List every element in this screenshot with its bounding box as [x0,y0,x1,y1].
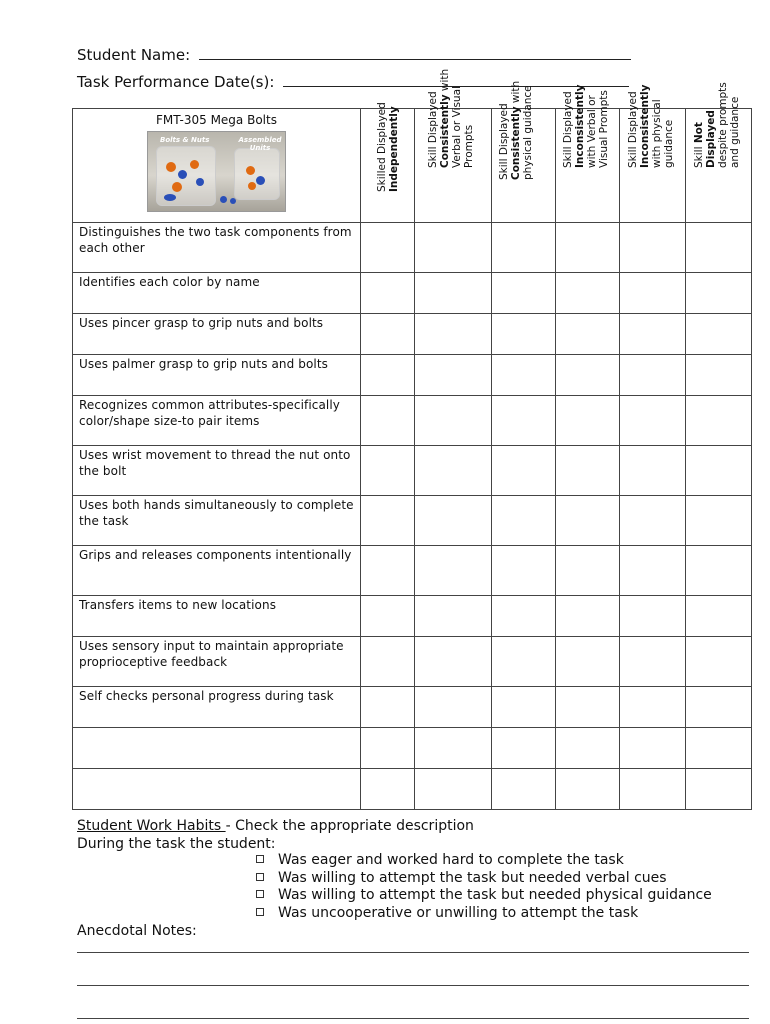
rating-cell[interactable] [361,273,415,314]
rating-cell[interactable] [492,596,556,637]
work-habits-section [77,817,474,853]
checkbox[interactable] [256,890,264,898]
rating-cell[interactable] [415,769,492,810]
habit-option [256,905,712,923]
table-row [73,546,752,596]
rating-cell[interactable] [620,496,686,546]
photo-label-right: Assembled Units [238,136,282,152]
rating-cell[interactable] [556,769,620,810]
column-header-suffix: with Verbal or Visual Prompts [585,90,610,168]
rating-cell[interactable] [361,546,415,596]
col-consistently-verbal [415,68,492,223]
rating-cell[interactable] [361,314,415,355]
criterion-label: Uses pincer grasp to grip nuts and bolts [73,314,361,355]
habit-option [256,870,712,888]
rating-cell[interactable] [415,687,492,728]
rating-cell[interactable] [556,496,620,546]
rating-cell[interactable] [556,596,620,637]
rating-cell[interactable] [686,355,752,396]
work-habits-options [256,852,712,922]
column-header-emphasis: Consistently [509,106,522,180]
rating-cell[interactable] [415,596,492,637]
col-independently [361,102,415,223]
rating-cell[interactable] [361,396,415,446]
rating-cell[interactable] [620,637,686,687]
table-row [73,273,752,314]
rating-cell[interactable] [415,637,492,687]
habit-option-label: Was uncooperative or unwilling to attempt the task [278,904,639,921]
rating-cell[interactable] [620,769,686,810]
rating-cell[interactable] [361,728,415,769]
rating-cell[interactable] [620,273,686,314]
table-row [73,728,752,769]
rating-cell[interactable] [556,637,620,687]
task-title: FMT-305 Mega Bolts [156,113,277,127]
rating-cell[interactable] [620,314,686,355]
column-header-prefix: Skilled Displayed [375,102,388,192]
rating-cell[interactable] [620,355,686,396]
dates-label: Task Performance Date(s): [77,73,275,91]
habit-option [256,852,712,870]
rating-cell[interactable] [492,314,556,355]
checkbox[interactable] [256,873,264,881]
rating-cell[interactable] [686,314,752,355]
rating-cell[interactable] [556,223,620,273]
rating-cell[interactable] [492,496,556,546]
criterion-label: Self checks personal progress during task [73,687,361,728]
rating-cell[interactable] [620,446,686,496]
rating-cell[interactable] [686,596,752,637]
task-title-cell [73,109,361,223]
rating-cell[interactable] [415,355,492,396]
column-header-prefix: Skill Displayed [497,103,510,180]
rating-cell[interactable] [620,596,686,637]
rating-cell[interactable] [492,355,556,396]
column-header-suffix: with physical guidance [650,99,675,168]
criterion-label: Uses wrist movement to thread the nut onto the bolt [73,446,361,496]
criterion-label: Uses both hands simultaneously to complete the task [73,496,361,546]
rating-cell[interactable] [415,446,492,496]
criterion-label [73,769,361,810]
checkbox[interactable] [256,908,264,916]
rating-cell[interactable] [686,637,752,687]
rating-cell[interactable] [556,273,620,314]
rating-cell[interactable] [620,728,686,769]
rating-cell[interactable] [556,396,620,446]
rating-cell[interactable] [686,446,752,496]
rating-cell[interactable] [415,728,492,769]
work-habits-title: Student Work Habits [77,818,226,834]
rating-cell[interactable] [361,355,415,396]
student-name-field[interactable] [199,45,631,60]
rating-cell[interactable] [686,496,752,546]
rating-cell[interactable] [556,546,620,596]
rating-cell[interactable] [492,637,556,687]
rating-cell[interactable] [492,728,556,769]
criterion-label: Grips and releases components intentionally [73,546,361,596]
notes-line[interactable] [77,952,749,953]
rating-cell[interactable] [492,446,556,496]
rating-cell[interactable] [620,687,686,728]
table-row [73,637,752,687]
rating-cell[interactable] [415,396,492,446]
rating-cell[interactable] [492,273,556,314]
rating-cell[interactable] [361,687,415,728]
column-header-emphasis: Independently [387,106,400,192]
rating-cell[interactable] [620,546,686,596]
habit-option-label: Was willing to attempt the task but needed physical guidance [278,887,712,904]
photo-label-left: Bolts & Nuts [160,136,210,144]
rating-cell[interactable] [556,314,620,355]
table-row [73,687,752,728]
notes-label: Anecdotal Notes: [77,923,197,939]
column-header-suffix: with physical guidance [509,80,534,180]
col-inconsistently-verbal [556,84,620,223]
column-header-emphasis: Consistently [439,94,451,168]
col-inconsistently-physical [620,84,686,223]
rating-cell[interactable] [492,546,556,596]
column-header-suffix: with Verbal or Visual Prompts [439,68,475,168]
criterion-label: Distinguishes the two task components from each other [73,223,361,273]
work-habits-instruction: - Check the appropriate description [225,818,474,834]
table-row [73,396,752,446]
col-consistently-physical [492,80,556,223]
column-header-prefix: Skill Displayed [427,91,439,168]
rating-cell[interactable] [415,314,492,355]
rating-cell[interactable] [361,596,415,637]
table-row [73,596,752,637]
table-row [73,223,752,273]
student-name-label: Student Name: [77,46,191,64]
rating-cell[interactable] [686,769,752,810]
rating-cell[interactable] [415,273,492,314]
notes-line[interactable] [77,985,749,986]
rating-cell[interactable] [686,223,752,273]
criterion-label: Recognizes common attributes-specifically color/shape size-to pair items [73,396,361,446]
column-header-emphasis: Not Displayed [692,110,717,168]
rating-cell[interactable] [620,396,686,446]
rating-cell[interactable] [686,546,752,596]
rating-cell[interactable] [556,446,620,496]
column-header-suffix: despite prompts and guidance [716,82,741,168]
table-row [73,496,752,546]
rating-cell[interactable] [492,769,556,810]
column-header-prefix: Skill Displayed [561,91,574,168]
rating-cell[interactable] [361,446,415,496]
column-header-emphasis: Inconsistently [573,84,586,168]
col-not-displayed [686,82,752,223]
jar-right [234,148,280,200]
criterion-label: Transfers items to new locations [73,596,361,637]
table-row [73,446,752,496]
dates-row [77,72,629,91]
rating-cell[interactable] [492,223,556,273]
rating-cell[interactable] [492,687,556,728]
rating-cell[interactable] [361,637,415,687]
rating-cell[interactable] [556,728,620,769]
table-row [73,355,752,396]
rating-cell[interactable] [415,546,492,596]
checkbox[interactable] [256,855,264,863]
rating-cell[interactable] [361,769,415,810]
column-header-prefix: Skill Displayed [626,91,639,168]
rating-cell[interactable] [620,223,686,273]
table-row [73,314,752,355]
habit-option-label: Was willing to attempt the task but needed verbal cues [278,869,667,886]
habit-option [256,887,712,905]
criterion-label: Uses sensory input to maintain appropriate proprioceptive feedback [73,637,361,687]
rating-cell[interactable] [415,496,492,546]
rating-cell[interactable] [686,687,752,728]
habit-option-label: Was eager and worked hard to complete the task [278,852,624,868]
rating-cell[interactable] [686,396,752,446]
column-header-emphasis: Inconsistently [638,84,651,168]
rating-cell[interactable] [686,273,752,314]
table-row [73,769,752,810]
rating-cell[interactable] [556,687,620,728]
task-photo [147,131,286,212]
criterion-label: Uses palmer grasp to grip nuts and bolts [73,355,361,396]
header-row [73,109,752,223]
criterion-label [73,728,361,769]
rating-cell[interactable] [415,223,492,273]
work-habits-intro: During the task the student: [77,836,276,852]
column-header-prefix: Skill [692,143,705,168]
rating-cell[interactable] [361,496,415,546]
rating-cell[interactable] [686,728,752,769]
notes-line[interactable] [77,1018,749,1019]
student-name-row [77,45,631,64]
criterion-label: Identifies each color by name [73,273,361,314]
rating-cell[interactable] [556,355,620,396]
rating-cell[interactable] [361,223,415,273]
rating-cell[interactable] [492,396,556,446]
